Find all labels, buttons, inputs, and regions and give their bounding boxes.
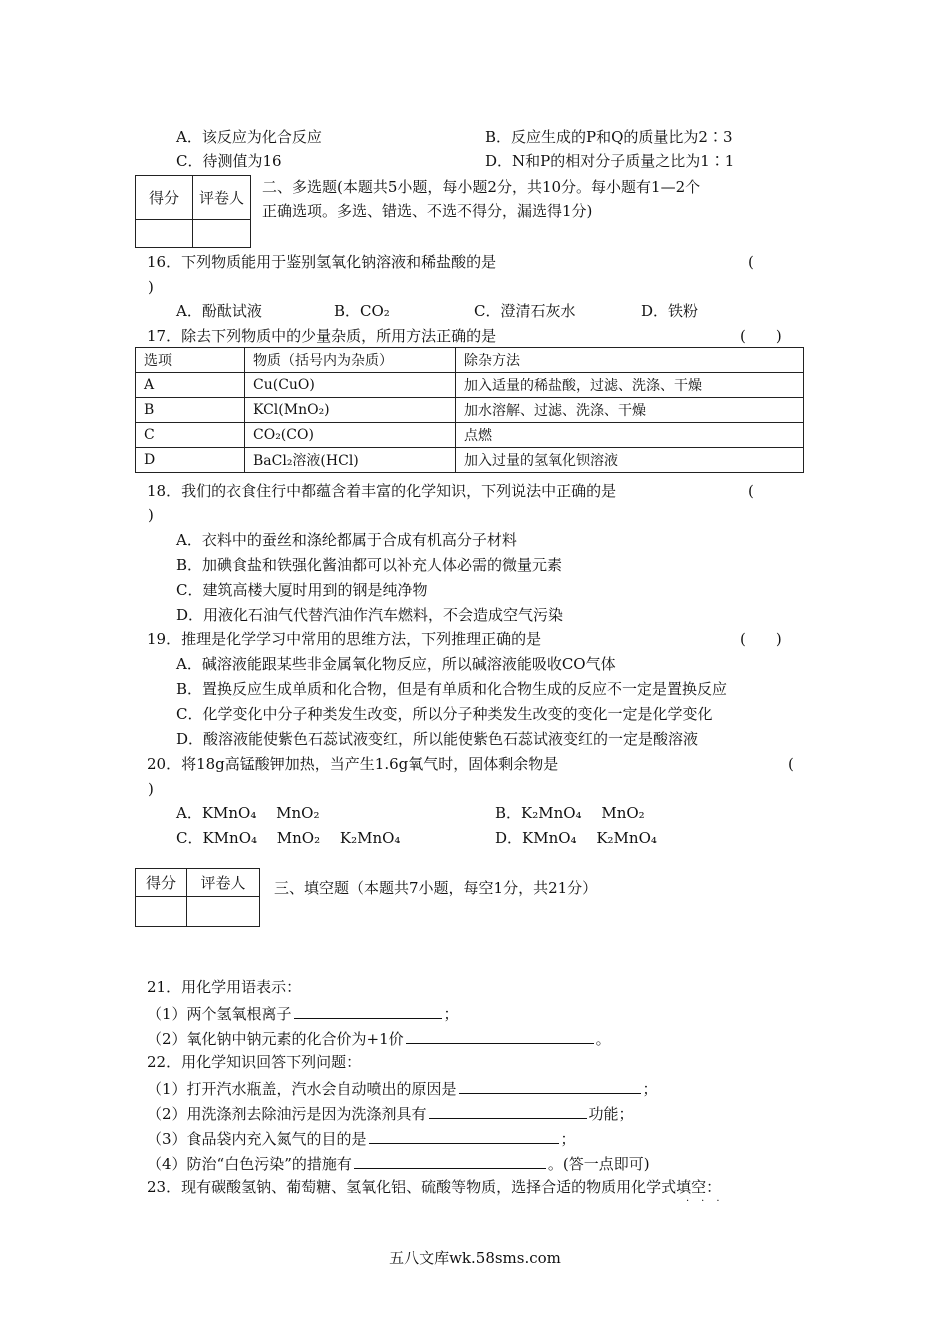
table-header: 物质（括号内为杂质）: [245, 348, 456, 373]
q22-part2-suffix: 功能；: [588, 1105, 634, 1123]
q20-option-d: D．KMnO₄ K₂MnO₄: [495, 829, 657, 847]
q21-stem: 21．用化学用语表示：: [147, 978, 302, 996]
q19-paren: ( ): [740, 630, 782, 648]
q22-stem: 22．用化学知识回答下列问题：: [147, 1053, 362, 1071]
q22-part1: [147, 1077, 658, 1099]
score-label: 得分: [136, 869, 187, 897]
q16-option-b: B．CO₂: [334, 302, 390, 320]
table-header: 除杂方法: [456, 348, 804, 373]
q19-option-a: A．碱溶液能跟某些非金属氧化物反应，所以碱溶液能吸收CO气体: [176, 655, 616, 673]
q20-option-a: A．KMnO₄ MnO₂: [176, 804, 320, 822]
q16-paren-close: ): [148, 278, 154, 296]
table-cell: A: [136, 373, 245, 398]
score-cell: [136, 897, 187, 927]
q17-table: [135, 347, 804, 473]
q16-paren-open: (: [748, 253, 754, 271]
table-cell: KCl(MnO₂): [245, 398, 456, 423]
q22-part3-suffix: ；: [560, 1130, 576, 1148]
q22-part2-blank[interactable]: [429, 1102, 587, 1119]
q15-option-b: B．反应生成的P和Q的质量比为2∶3: [485, 128, 733, 146]
q18-option-d: D．用液化石油气代替汽油作汽车燃料，不会造成空气污染: [176, 606, 564, 624]
q16-option-c: C．澄清石灰水: [474, 302, 576, 320]
q22-part2: [147, 1102, 634, 1124]
section2-heading-line2: 正确选项。多选、错选、不选不得分，漏选得1分): [262, 202, 593, 220]
q22-part4-suffix: 。(答一点即可): [547, 1155, 650, 1173]
q22-part4: [147, 1152, 650, 1174]
q19-option-d: D．酸溶液能使紫色石蕊试液变红，所以能使紫色石蕊试液变红的一定是酸溶液: [176, 730, 699, 748]
q22-part3-prefix: （3）食品袋内充入氮气的目的是: [147, 1130, 367, 1148]
q19-option-b: B．置换反应生成单质和化合物，但是有单质和化合物生成的反应不一定是置换反应: [176, 680, 728, 698]
q17-paren: ( ): [740, 327, 782, 345]
q21-part2-blank[interactable]: [406, 1027, 594, 1044]
q21-part1-suffix: ；: [443, 1005, 459, 1023]
table-row: [136, 423, 804, 448]
q22-part2-prefix: （2）用洗涤剂去除油污是因为洗涤剂具有: [147, 1105, 427, 1123]
table-cell: 加入过量的氢氧化钡溶液: [456, 448, 804, 473]
q22-part1-blank[interactable]: [459, 1077, 641, 1094]
q21-part1-prefix: （1）两个氢氧根离子: [147, 1005, 292, 1023]
q18-option-b: B．加碘食盐和铁强化酱油都可以补充人体必需的微量元素: [176, 556, 563, 574]
q17-stem: 17．除去下列物质中的少量杂质，所用方法正确的是: [147, 327, 497, 345]
q20-option-c: C．KMnO₄ MnO₂ K₂MnO₄: [176, 829, 401, 847]
q16-option-d: D．铁粉: [641, 302, 699, 320]
table-row: [136, 448, 804, 473]
q22-part4-blank[interactable]: [354, 1152, 546, 1169]
q21-part2-suffix: 。: [595, 1030, 611, 1048]
q18-paren-close: ): [148, 506, 154, 524]
q21-part2: [147, 1027, 611, 1049]
grader-label: 评卷人: [187, 869, 260, 897]
table-cell: BaCl₂溶液(HCl): [245, 448, 456, 473]
q15-option-a: A．该反应为化合反应: [176, 128, 322, 146]
table-cell: D: [136, 448, 245, 473]
grader-cell: [187, 897, 260, 927]
table-row: [136, 398, 804, 423]
q20-paren-close: ): [148, 780, 154, 798]
score-label: 得分: [136, 176, 193, 220]
q18-option-c: C．建筑高楼大厦时用到的钢是纯净物: [176, 581, 428, 599]
score-cell: [136, 220, 193, 248]
q19-option-c: C．化学变化中分子种类发生改变，所以分子种类发生改变的变化一定是化学变化: [176, 705, 713, 723]
q23-stem: 23．现有碳酸氢钠、葡萄糖、氢氧化铝、硫酸等物质，选择合适的物质用化学式填空：: [147, 1178, 722, 1196]
q15-option-c: C．待测值为16: [176, 152, 282, 170]
q22-part3-blank[interactable]: [369, 1127, 559, 1144]
table-header: 选项: [136, 348, 245, 373]
section3-heading: 三、填空题（本题共7小题，每空1分，共21分）: [274, 879, 598, 897]
q16-option-a: A．酚酞试液: [176, 302, 262, 320]
q18-option-a: A．衣料中的蚕丝和涤纶都属于合成有机高分子材料: [176, 531, 517, 549]
q21-part1: [147, 1002, 459, 1024]
q20-paren-open: (: [788, 755, 794, 773]
q22-part4-prefix: （4）防治“白色污染”的措施有: [147, 1155, 352, 1173]
q22-part1-suffix: ；: [642, 1080, 658, 1098]
grader-cell: [193, 220, 251, 248]
q21-part1-blank[interactable]: [294, 1002, 442, 1019]
q18-paren-open: (: [748, 482, 754, 500]
table-cell: CO₂(CO): [245, 423, 456, 448]
footer-source: 五八文库wk.58sms.com: [389, 1249, 561, 1267]
section2-heading: 二、多选题(本题共5小题，每小题2分，共10分。每小题有1—2个: [262, 178, 701, 196]
grader-label: 评卷人: [193, 176, 251, 220]
emphasis-dots: ···: [686, 1196, 732, 1207]
table-header-row: [136, 348, 804, 373]
table-cell: C: [136, 423, 245, 448]
score-box-section2: [135, 175, 251, 248]
table-cell: 点燃: [456, 423, 804, 448]
table-row: [136, 373, 804, 398]
q20-option-b: B．K₂MnO₄ MnO₂: [495, 804, 645, 822]
q21-part2-prefix: （2）氧化钠中钠元素的化合价为+1价: [147, 1030, 404, 1048]
table-cell: 加入适量的稀盐酸，过滤、洗涤、干燥: [456, 373, 804, 398]
q18-stem: 18．我们的衣食住行中都蕴含着丰富的化学知识，下列说法中正确的是: [147, 482, 617, 500]
q19-stem: 19．推理是化学学习中常用的思维方法，下列推理正确的是: [147, 630, 542, 648]
q20-stem: 20．将18g高锰酸钾加热，当产生1.6g氧气时，固体剩余物是: [147, 755, 559, 773]
table-cell: Cu(CuO): [245, 373, 456, 398]
table-cell: B: [136, 398, 245, 423]
q22-part3: [147, 1127, 576, 1149]
q22-part1-prefix: （1）打开汽水瓶盖，汽水会自动喷出的原因是: [147, 1080, 457, 1098]
q15-option-d: D．N和P的相对分子质量之比为1∶1: [485, 152, 735, 170]
score-box-section3: [135, 868, 260, 927]
table-cell: 加水溶解、过滤、洗涤、干燥: [456, 398, 804, 423]
q16-stem: 16．下列物质能用于鉴别氢氧化钠溶液和稀盐酸的是: [147, 253, 497, 271]
